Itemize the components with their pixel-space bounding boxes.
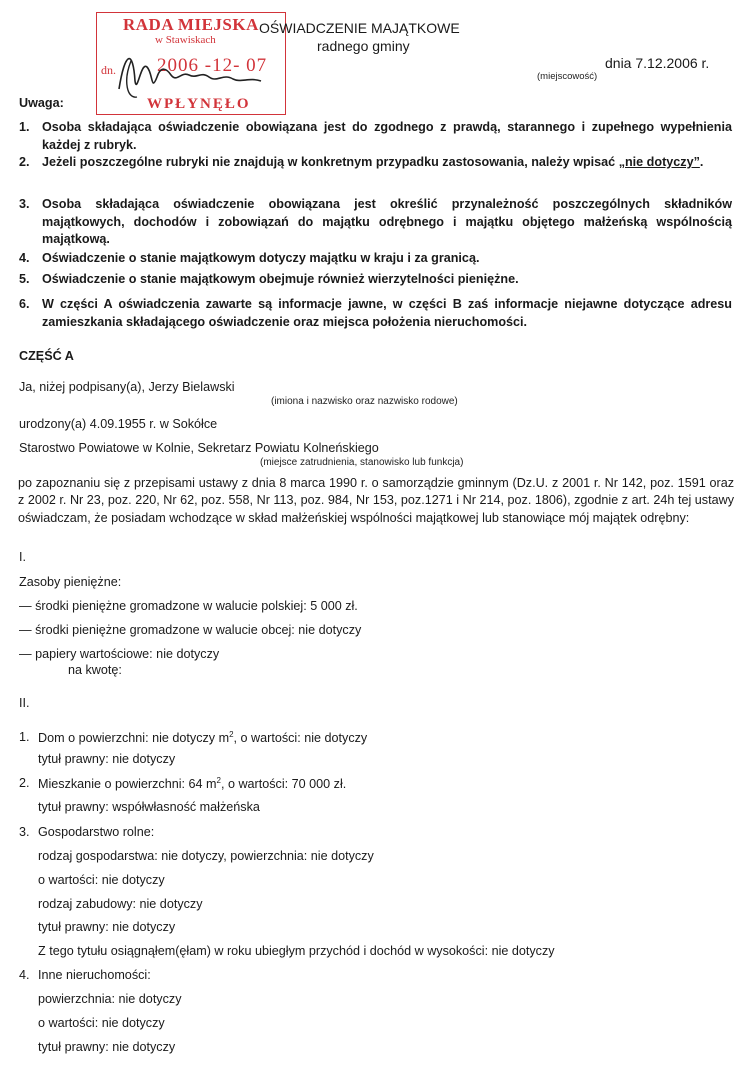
part-a-heading: CZĘŚĆ A: [19, 349, 74, 363]
note-text: Oświadczenie o stanie majątkowym obejmuje również wierzytelności pieniężne.: [42, 272, 519, 286]
cash-resources-title: Zasoby pieniężne:: [19, 575, 122, 589]
note-number: 5.: [19, 272, 30, 286]
section-1-heading: I.: [19, 550, 26, 564]
farm-detail-line: o wartości: nie dotyczy: [38, 873, 165, 887]
farm-detail-line: rodzaj gospodarstwa: nie dotyczy, powierzchnia: nie dotyczy: [38, 849, 374, 863]
cash-foreign-line: — środki pieniężne gromadzone w walucie obcej: nie dotyczy: [19, 623, 362, 637]
birth-line: urodzony(a) 4.09.1955 r. w Sokółce: [19, 417, 218, 431]
employment-note: (miejsce zatrudnienia, stanowisko lub funkcja): [260, 457, 464, 468]
other-property-title: Inne nieruchomości:: [38, 968, 151, 982]
stamp-council-name: RADA MIEJSKA: [123, 15, 259, 34]
note-number: 2.: [19, 155, 30, 169]
item-number: 3.: [19, 825, 30, 839]
apartment-title-line: tytuł prawny: współwłasność małżeńska: [38, 800, 260, 814]
declaration-date: dnia 7.12.2006 r.: [605, 55, 710, 71]
apartment-line: Mieszkanie o powierzchni: 64 $m^2$, o wartości: 70 000 zł.: [38, 776, 347, 792]
note-number: 6.: [19, 297, 30, 311]
note-number: 3.: [19, 197, 30, 211]
stamp-date: 2006 -12- 07: [157, 55, 268, 76]
other-property-line: tytuł prawny: nie dotyczy: [38, 1040, 176, 1054]
received-stamp: [96, 12, 286, 115]
note-text: Oświadczenie o stanie majątkowym dotyczy majątku w kraju i za granicą.: [42, 251, 480, 265]
note-text: Osoba składająca oświadczenie obowiązana jest określić przynależność poszczególnych składników majątkowych, dochodów i zobowiązań do majątku odrębnego i majątku objętego małżeńską wspólnością majątkową.: [42, 197, 732, 246]
item-number: 4.: [19, 968, 30, 982]
farm-detail-line: rodzaj zabudowy: nie dotyczy: [38, 897, 203, 911]
securities-line: — papiery wartościowe: nie dotyczy: [19, 647, 220, 661]
other-property-line: powierzchnia: nie dotyczy: [38, 992, 182, 1006]
stamp-town: w Stawiskach: [155, 34, 216, 46]
stamp-date-prefix: dn.: [101, 63, 116, 77]
note-number: 1.: [19, 120, 30, 134]
item-number: 2.: [19, 776, 30, 790]
stamp-received-label: WPŁYNĘŁO: [147, 96, 251, 112]
farm-income-line: Z tego tytułu osiągnąłem(ęłam) w roku ubiegłym przychód i dochód w wysokości: nie dotyczy: [38, 944, 555, 958]
section-2-heading: II.: [19, 696, 30, 710]
cash-pln-line: — środki pieniężne gromadzone w walucie polskiej: 5 000 zł.: [19, 599, 358, 613]
note-not-applicable: „nie dotyczy”: [618, 155, 700, 169]
document-subtitle: radnego gminy: [317, 38, 410, 54]
declaration-paragraph: po zapoznaniu się z przepisami ustawy z dnia 8 marca 1990 r. o samorządzie gminnym (Dz.U. z 2001 r. Nr 142, poz. 1591 oraz z 2002 r. Nr 23, poz. 220, Nr 62, poz. 558, Nr 113, poz. 984, Nr 153, poz.1271 i Nr 214, poz. 1806), zgodnie z art. 24h tej ustawy oświadczam, że posiadam wchodzące w skład małżeńskiej wspólności majątkowej lub stanowiące mój majątek odrębny:: [18, 476, 734, 525]
place-note: (miejscowość): [537, 71, 598, 82]
signature-scribble: [111, 41, 281, 101]
note-text: W części A oświadczenia zawarte są informacje jawne, w części B zaś informacje niejawne dotyczące adresu zamieszkania składającego oświadczenie oraz miejsca położenia nieruchomości.: [42, 297, 732, 329]
house-line: Dom o powierzchni: nie dotyczy $m^2$, o wartości: nie dotyczy: [38, 730, 368, 746]
notes-heading: Uwaga:: [19, 96, 64, 110]
farm-title: Gospodarstwo rolne:: [38, 825, 155, 839]
farm-detail-line: tytuł prawny: nie dotyczy: [38, 920, 176, 934]
other-property-line: o wartości: nie dotyczy: [38, 1016, 165, 1030]
securities-amount-line: na kwotę:: [68, 663, 122, 677]
note-text: Jeżeli poszczególne rubryki nie znajdują w konkretnym przypadku zastosowania, należy wpisać „nie dotyczy”.: [42, 155, 704, 169]
note-text: Osoba składająca oświadczenie obowiązana jest do zgodnego z prawdą, starannego i zupełnego wypełnienia każdej z rubryk.: [42, 120, 732, 152]
document-title: OŚWIADCZENIE MAJĄTKOWE: [259, 20, 460, 36]
name-line: Ja, niżej podpisany(a), Jerzy Bielawski: [19, 380, 235, 394]
note-number: 4.: [19, 251, 30, 265]
house-title-line: tytuł prawny: nie dotyczy: [38, 752, 176, 766]
item-number: 1.: [19, 730, 30, 744]
name-note: (imiona i nazwisko oraz nazwisko rodowe): [271, 396, 458, 407]
employment-line: Starostwo Powiatowe w Kolnie, Sekretarz Powiatu Kolneńskiego: [19, 441, 379, 455]
